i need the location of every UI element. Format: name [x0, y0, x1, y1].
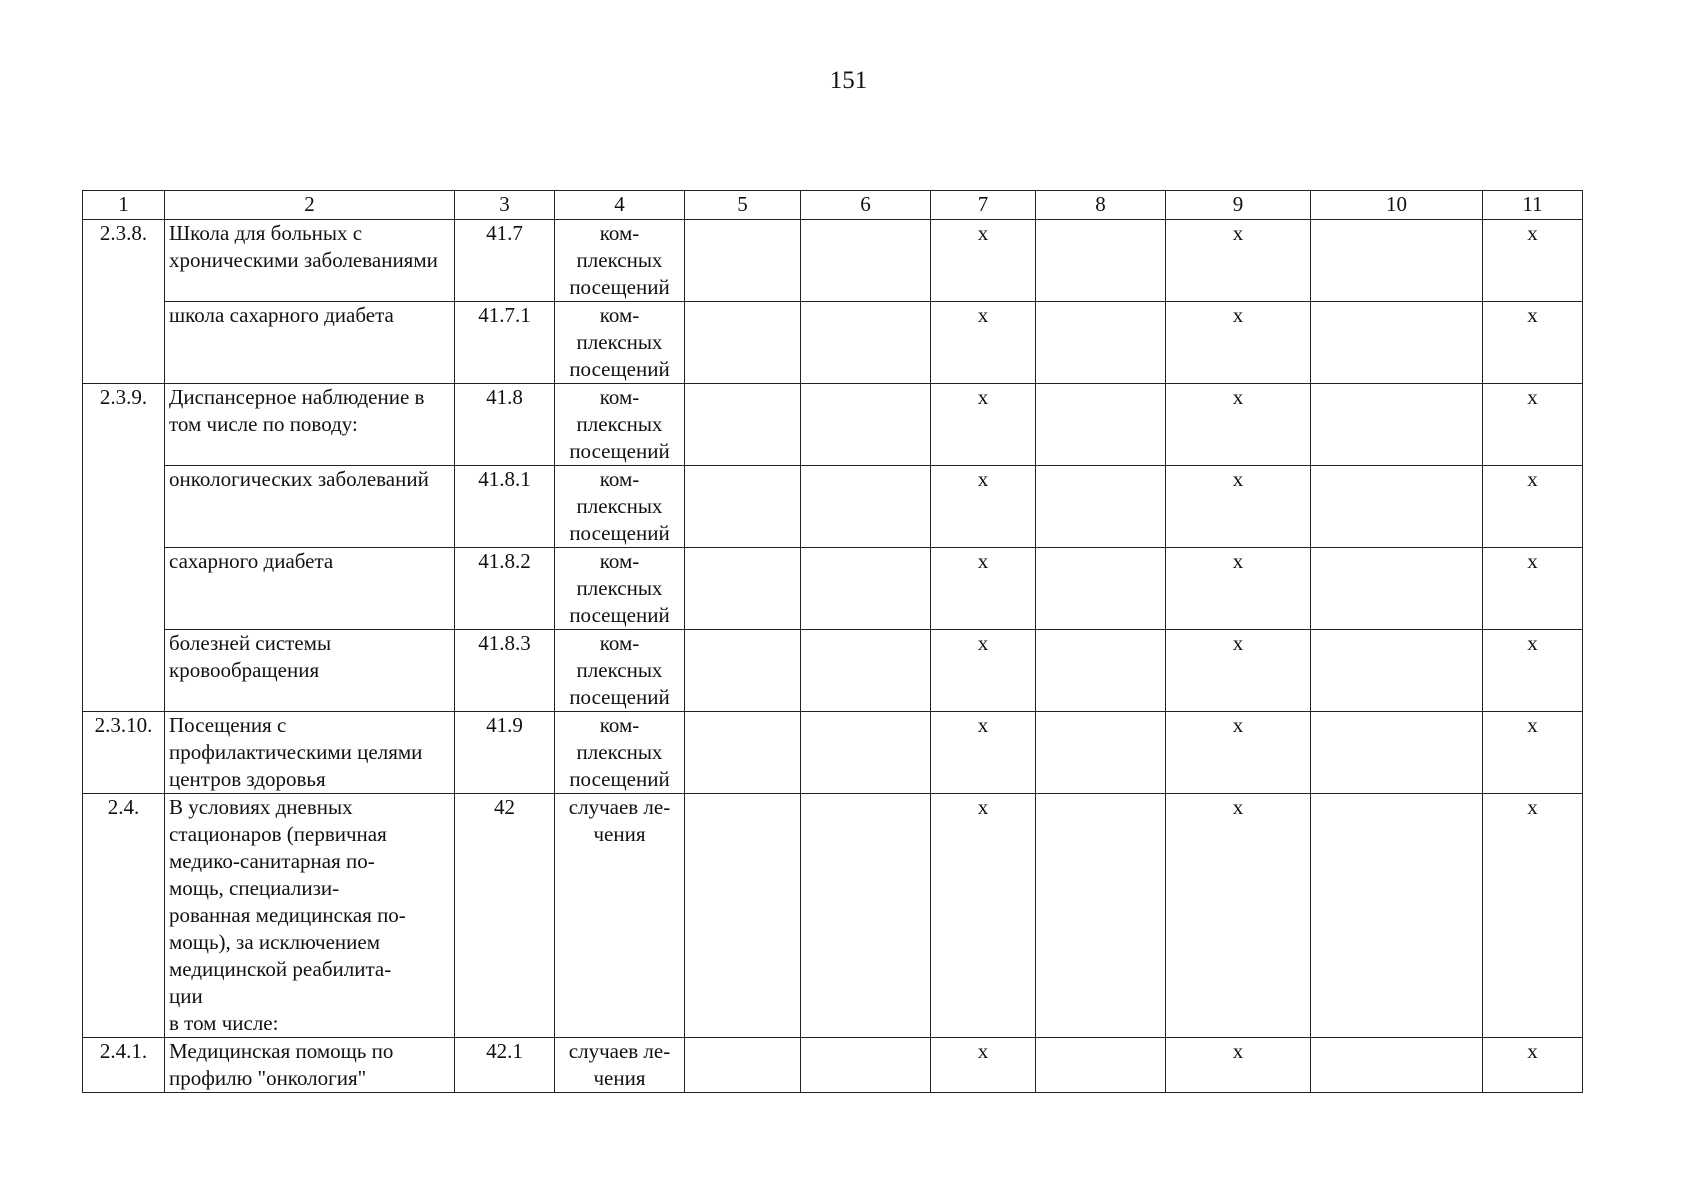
- table-row: [83, 302, 1583, 384]
- table-row: [83, 794, 1583, 1038]
- table-row: [83, 1038, 1583, 1093]
- cell-c10: [1311, 712, 1483, 794]
- column-header: 5: [685, 191, 801, 220]
- cell-c7: x: [931, 794, 1036, 1038]
- row-name: Диспансерное наблюдение в том числе по поводу:: [165, 384, 455, 466]
- row-unit: ком- плексных посещений: [555, 220, 685, 302]
- table-row: [83, 220, 1583, 302]
- cell-c8: [1036, 384, 1166, 466]
- cell-c10: [1311, 794, 1483, 1038]
- cell-c11: x: [1483, 384, 1583, 466]
- row-name: онкологических заболеваний: [165, 466, 455, 548]
- column-header: 6: [801, 191, 931, 220]
- row-code: 42: [455, 794, 555, 1038]
- cell-c10: [1311, 384, 1483, 466]
- column-header: 10: [1311, 191, 1483, 220]
- cell-c8: [1036, 794, 1166, 1038]
- cell-c5: [685, 630, 801, 712]
- table-row: [83, 548, 1583, 630]
- cell-c8: [1036, 1038, 1166, 1093]
- cell-c6: [801, 548, 931, 630]
- column-header: 4: [555, 191, 685, 220]
- row-number: 2.3.8.: [83, 220, 165, 384]
- cell-c5: [685, 466, 801, 548]
- column-header: 11: [1483, 191, 1583, 220]
- row-name: болезней системы кровообращения: [165, 630, 455, 712]
- cell-c7: x: [931, 220, 1036, 302]
- cell-c5: [685, 302, 801, 384]
- row-code: 41.7: [455, 220, 555, 302]
- row-code: 41.8.2: [455, 548, 555, 630]
- header-row: [83, 191, 1583, 220]
- cell-c8: [1036, 220, 1166, 302]
- cell-c10: [1311, 1038, 1483, 1093]
- row-number: 2.4.: [83, 794, 165, 1038]
- cell-c8: [1036, 548, 1166, 630]
- cell-c8: [1036, 630, 1166, 712]
- cell-c8: [1036, 466, 1166, 548]
- cell-c6: [801, 794, 931, 1038]
- row-number: 2.4.1.: [83, 1038, 165, 1093]
- cell-c8: [1036, 302, 1166, 384]
- cell-c10: [1311, 630, 1483, 712]
- cell-c9: x: [1166, 384, 1311, 466]
- row-code: 41.7.1: [455, 302, 555, 384]
- cell-c7: x: [931, 302, 1036, 384]
- row-unit: ком- плексных посещений: [555, 712, 685, 794]
- cell-c6: [801, 302, 931, 384]
- column-header: 1: [83, 191, 165, 220]
- cell-c11: x: [1483, 712, 1583, 794]
- cell-c9: x: [1166, 794, 1311, 1038]
- row-unit: ком- плексных посещений: [555, 630, 685, 712]
- row-name: сахарного диабета: [165, 548, 455, 630]
- cell-c8: [1036, 712, 1166, 794]
- column-header: 7: [931, 191, 1036, 220]
- cell-c5: [685, 1038, 801, 1093]
- cell-c7: x: [931, 1038, 1036, 1093]
- cell-c5: [685, 384, 801, 466]
- row-name: Медицинская помощь по профилю "онкология": [165, 1038, 455, 1093]
- row-number: 2.3.9.: [83, 384, 165, 712]
- cell-c5: [685, 548, 801, 630]
- column-header: 3: [455, 191, 555, 220]
- page-number: 151: [829, 67, 868, 94]
- cell-c10: [1311, 466, 1483, 548]
- cell-c7: x: [931, 712, 1036, 794]
- cell-c5: [685, 712, 801, 794]
- row-code: 41.8: [455, 384, 555, 466]
- table-row: [83, 712, 1583, 794]
- row-unit: ком- плексных посещений: [555, 302, 685, 384]
- cell-c9: x: [1166, 220, 1311, 302]
- row-name: Школа для больных с хроническими заболеваниями: [165, 220, 455, 302]
- cell-c11: x: [1483, 302, 1583, 384]
- cell-c11: x: [1483, 630, 1583, 712]
- cell-c7: x: [931, 466, 1036, 548]
- cell-c6: [801, 384, 931, 466]
- cell-c6: [801, 220, 931, 302]
- cell-c11: x: [1483, 794, 1583, 1038]
- table-row: [83, 466, 1583, 548]
- cell-c9: x: [1166, 548, 1311, 630]
- row-code: 41.8.1: [455, 466, 555, 548]
- cell-c7: x: [931, 630, 1036, 712]
- cell-c10: [1311, 220, 1483, 302]
- row-unit: случаев ле- чения: [555, 794, 685, 1038]
- cell-c11: x: [1483, 1038, 1583, 1093]
- cell-c9: x: [1166, 302, 1311, 384]
- row-name: В условиях дневных стационаров (первичная медико-санитарная по- мощь, специализи- рованная медицинская по- мощь), за исключением медицинской реабилита- ции в том числе:: [165, 794, 455, 1038]
- cell-c5: [685, 794, 801, 1038]
- row-code: 42.1: [455, 1038, 555, 1093]
- cell-c6: [801, 1038, 931, 1093]
- cell-c6: [801, 712, 931, 794]
- row-unit: ком- плексных посещений: [555, 384, 685, 466]
- cell-c6: [801, 466, 931, 548]
- row-unit: ком- плексных посещений: [555, 548, 685, 630]
- row-code: 41.9: [455, 712, 555, 794]
- cell-c9: x: [1166, 1038, 1311, 1093]
- cell-c7: x: [931, 384, 1036, 466]
- cell-c9: x: [1166, 712, 1311, 794]
- cell-c6: [801, 630, 931, 712]
- row-unit: случаев ле- чения: [555, 1038, 685, 1093]
- table-row: [83, 630, 1583, 712]
- table-row: [83, 384, 1583, 466]
- column-header: 8: [1036, 191, 1166, 220]
- cell-c9: x: [1166, 630, 1311, 712]
- cell-c9: x: [1166, 466, 1311, 548]
- row-number: 2.3.10.: [83, 712, 165, 794]
- cell-c11: x: [1483, 220, 1583, 302]
- cell-c11: x: [1483, 548, 1583, 630]
- row-unit: ком- плексных посещений: [555, 466, 685, 548]
- cell-c10: [1311, 548, 1483, 630]
- row-name: школа сахарного диабета: [165, 302, 455, 384]
- row-code: 41.8.3: [455, 630, 555, 712]
- column-header: 9: [1166, 191, 1311, 220]
- cell-c10: [1311, 302, 1483, 384]
- cell-c11: x: [1483, 466, 1583, 548]
- row-name: Посещения с профилактическими целями центров здоровья: [165, 712, 455, 794]
- cell-c5: [685, 220, 801, 302]
- cell-c7: x: [931, 548, 1036, 630]
- data-table: [82, 190, 1583, 1093]
- column-header: 2: [165, 191, 455, 220]
